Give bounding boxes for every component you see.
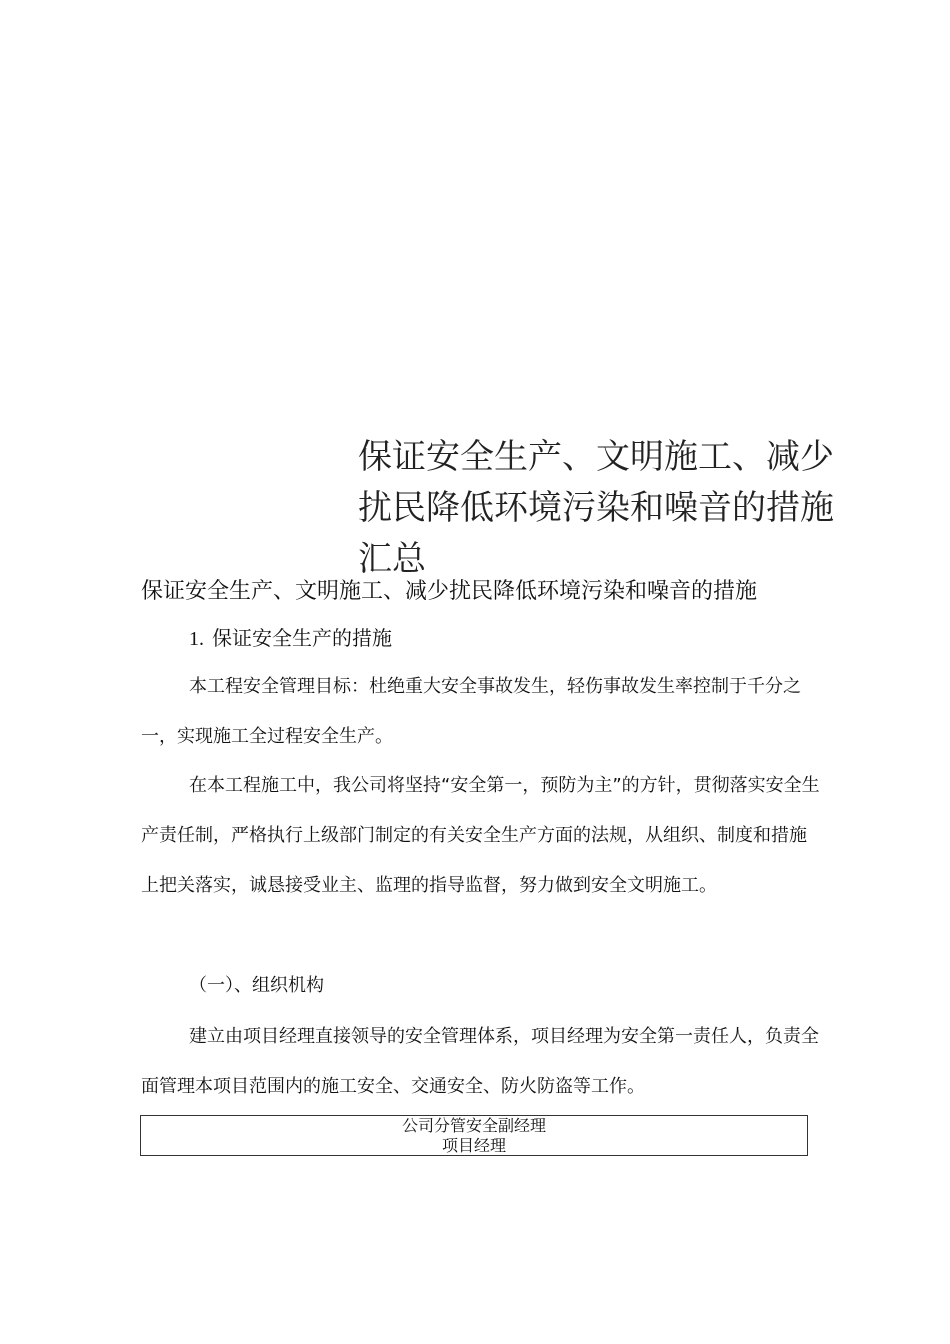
- title-line-2: 扰民降低环境污染和噪音的措施: [358, 488, 834, 528]
- org-chart-second-role: 项目经理: [441, 1136, 506, 1155]
- paragraph-safety-goal: 本工程安全管理目标：杜绝重大安全事故发生，轻伤事故发生率控制于千分之一，实现施工全过程安全生产。: [141, 676, 801, 747]
- title-line-1: 保证安全生产、文明施工、减少: [358, 437, 834, 477]
- title-line-3: 汇总: [358, 539, 426, 579]
- org-chart-box: [140, 1115, 808, 1156]
- org-chart-top-role: 公司分管安全副经理: [401, 1116, 546, 1135]
- paragraph-safety-policy: 在本工程施工中，我公司将坚持“安全第一，预防为主”的方针，贯彻落实安全生产责任制，严格执行上级部门制定的有关安全生产方面的法规，从组织、制度和措施上把关落实，诚恳接受业主、监理的指导监督，努力做到安全文明施工。: [141, 775, 820, 896]
- section-number: 1.: [189, 628, 204, 650]
- section-heading-1: [189, 624, 392, 653]
- document-subtitle: 保证安全生产、文明施工、减少扰民降低环境污染和噪音的措施: [141, 579, 758, 604]
- document-title: [358, 432, 834, 585]
- section-title: 保证安全生产的措施: [212, 626, 392, 650]
- subsection-heading-organization: （一）、组织机构: [189, 975, 324, 996]
- paragraph-organization: 建立由项目经理直接领导的安全管理体系，项目经理为安全第一责任人，负责全面管理本项目范围内的施工安全、交通安全、防火防盗等工作。: [141, 1026, 819, 1097]
